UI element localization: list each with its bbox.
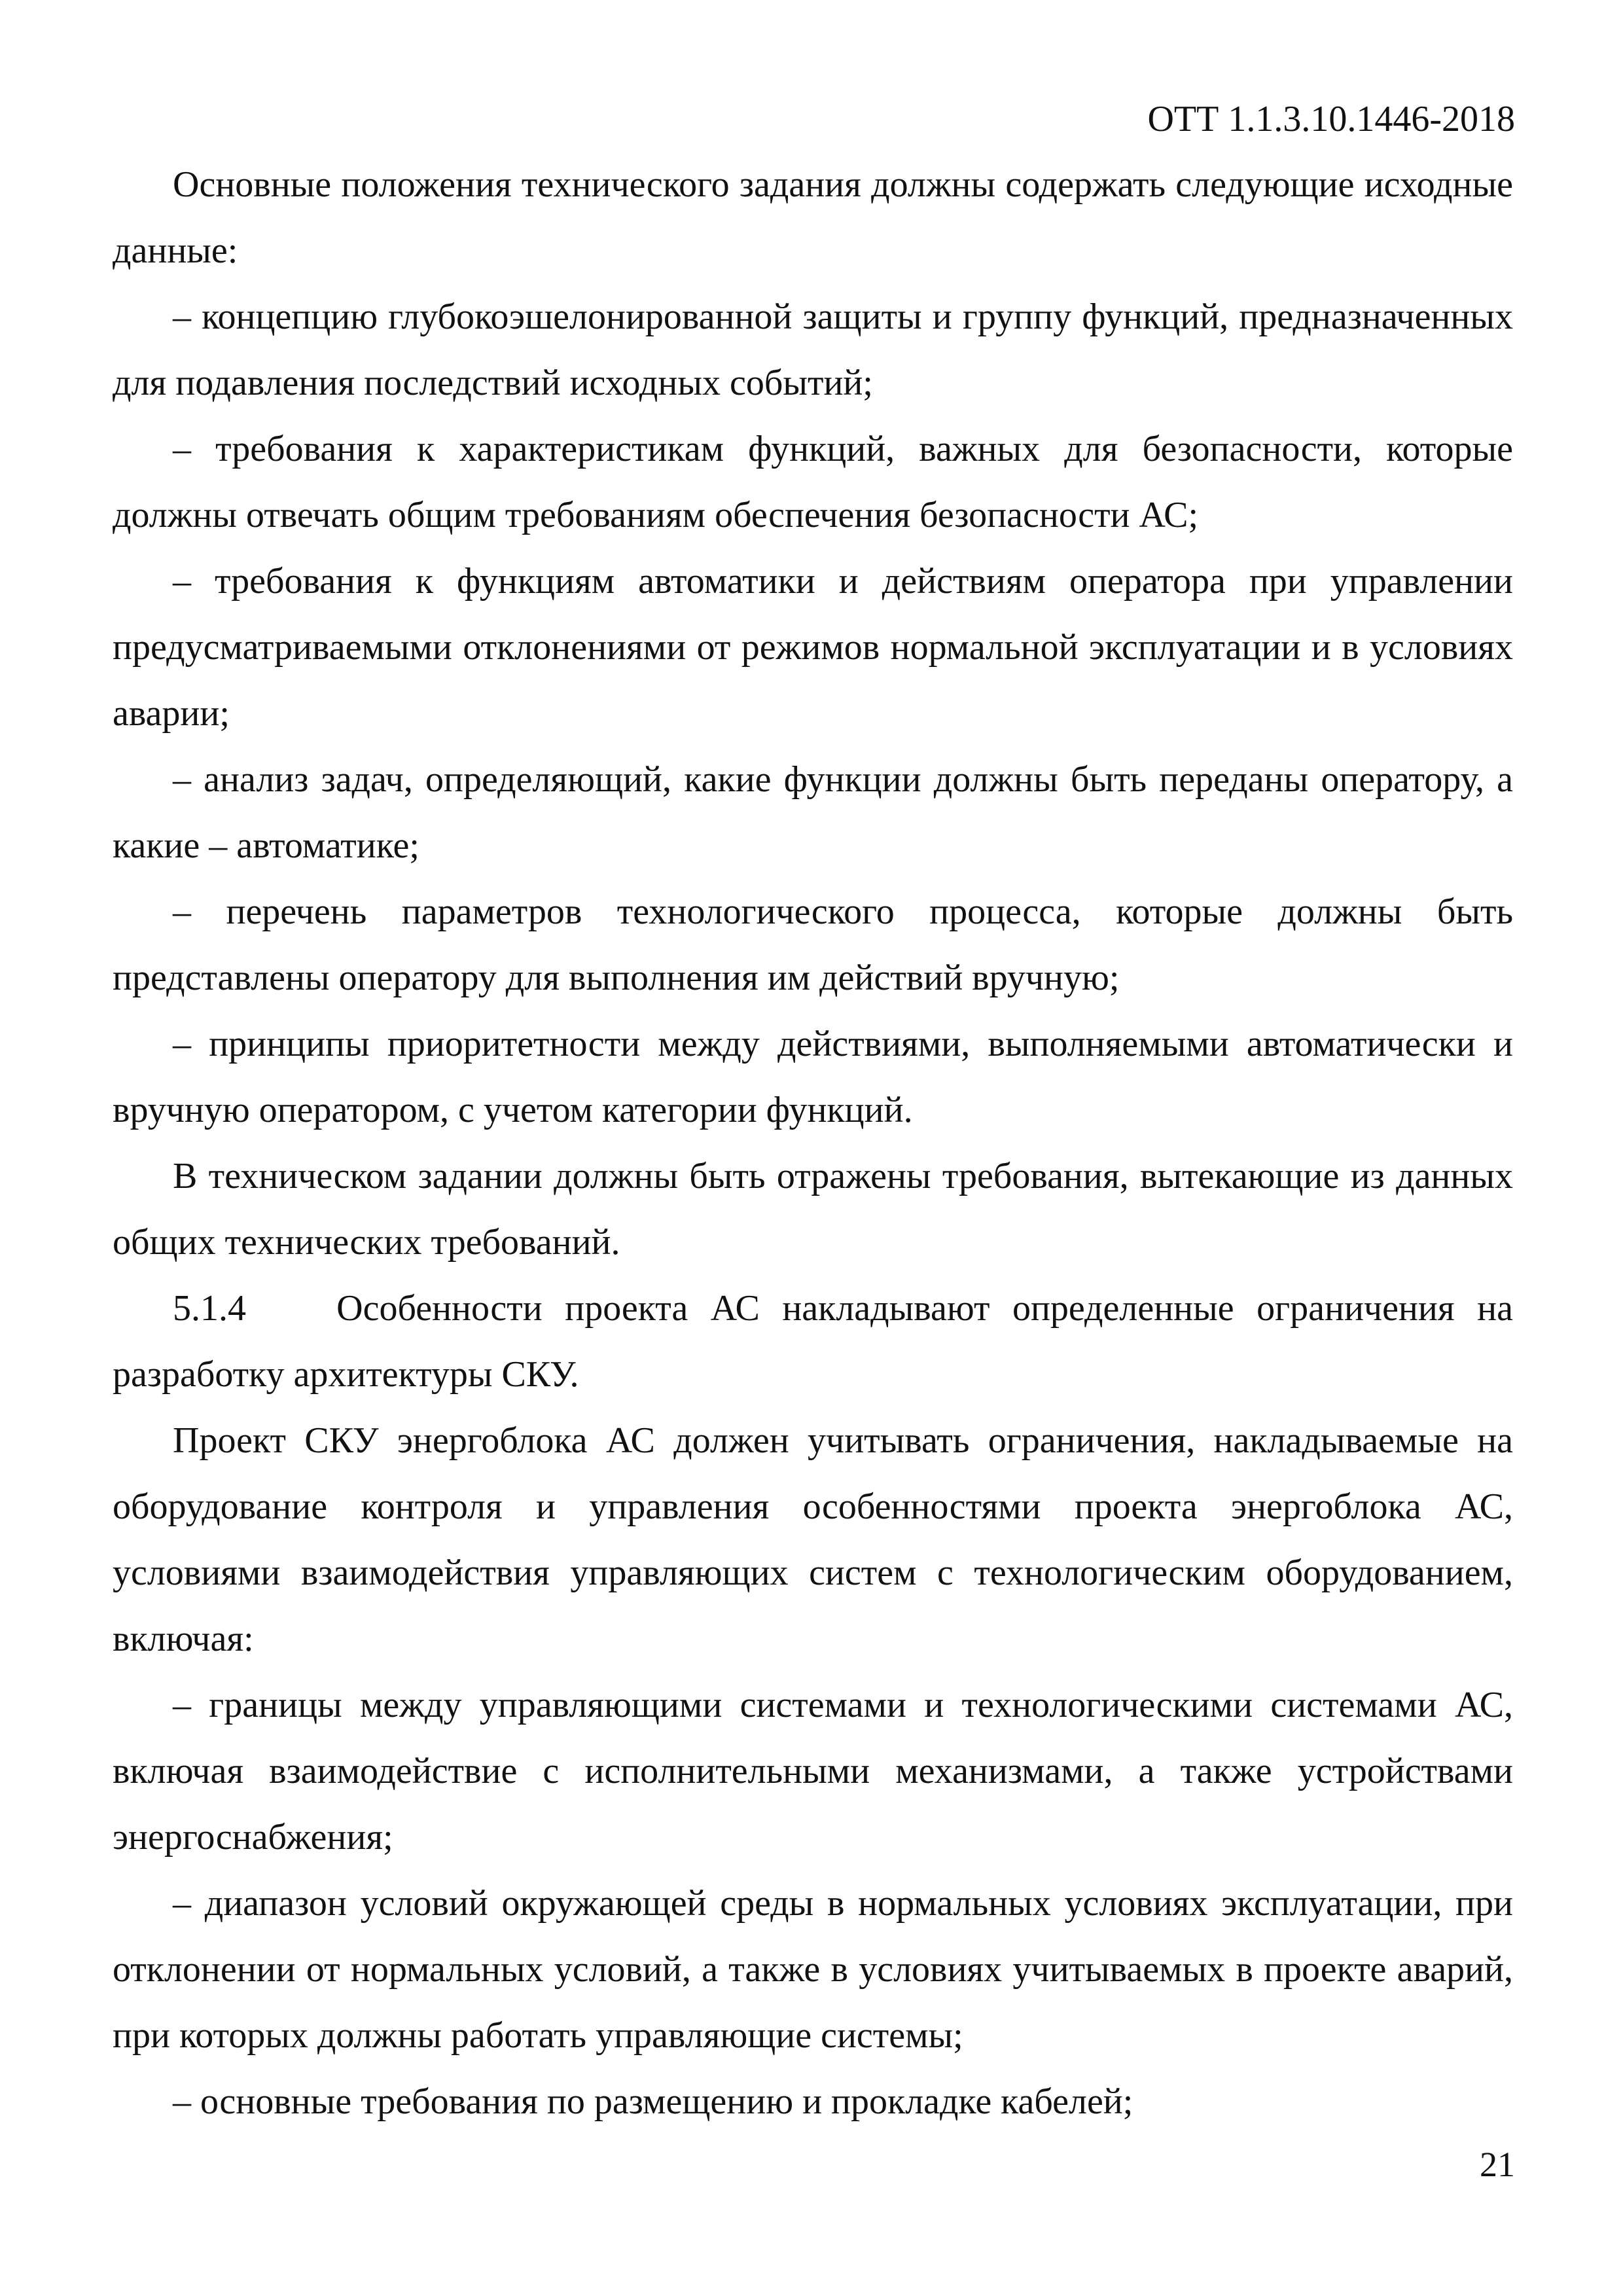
body-text <box>113 152 1522 2135</box>
section-5-1-4: 5.1.4 Особенности проекта АС накладывают определенные ограничения на разработку архитектуры СКУ. <box>113 1288 1522 1395</box>
list-item-cables: – основные требования по размещению и прокладке кабелей; <box>173 2081 1133 2122</box>
paragraph-sku-project: Проект СКУ энергоблока АС должен учитывать ограничения, накладываемые на оборудование контроля и управления особенностями проекта энергоблока АС, условиями взаимодействия управляющих систем с технологическим оборудованием, включая: <box>113 1420 1513 1659</box>
document-code: ОТТ 1.1.3.10.1446-2018 <box>1147 99 1515 139</box>
list-item-function-requirements: – требования к характеристикам функций, важных для безопасности, которые должны отвечать общим требованиям обеспечения безопасности АС; <box>113 429 1513 535</box>
list-item-environment: – диапазон условий окружающей среды в нормальных условиях эксплуатации, при отклонении от нормальных условий, а также в условиях учитываемых в проекте аварий, при которых должны работать управляющие системы; <box>113 1883 1513 2056</box>
paragraph-intro: Основные положения технического задания должны содержать следующие исходные данные: <box>113 164 1513 271</box>
list-item-process-parameters: – перечень параметров технологического процесса, которые должны быть представлены оператору для выполнения им действий вручную; <box>113 891 1513 998</box>
list-item-boundaries: – границы между управляющими системами и технологическими системами АС, включая взаимодействие с исполнительными механизмами, а также устройствами энергоснабжения; <box>113 1685 1513 1857</box>
paragraph-requirements-reflection: В техническом задании должны быть отражены требования, вытекающие из данных общих технических требований. <box>113 1156 1513 1263</box>
list-item-task-analysis: – анализ задач, определяющий, какие функции должны быть переданы оператору, а какие – автоматике; <box>113 759 1513 866</box>
page-number: 21 <box>1480 2145 1515 2184</box>
list-item-automation-operator: – требования к функциям автоматики и действиям оператора при управлении предусматриваемыми отклонениями от режимов нормальной эксплуатации и в условиях аварии; <box>113 561 1513 734</box>
list-item-defense-in-depth: – концепцию глубокоэшелонированной защиты и группу функций, предназначенных для подавления последствий исходных событий; <box>113 296 1513 403</box>
list-item-priority-principles: – принципы приоритетности между действиями, выполняемыми автоматически и вручную оператором, с учетом категории функций. <box>113 1024 1513 1130</box>
